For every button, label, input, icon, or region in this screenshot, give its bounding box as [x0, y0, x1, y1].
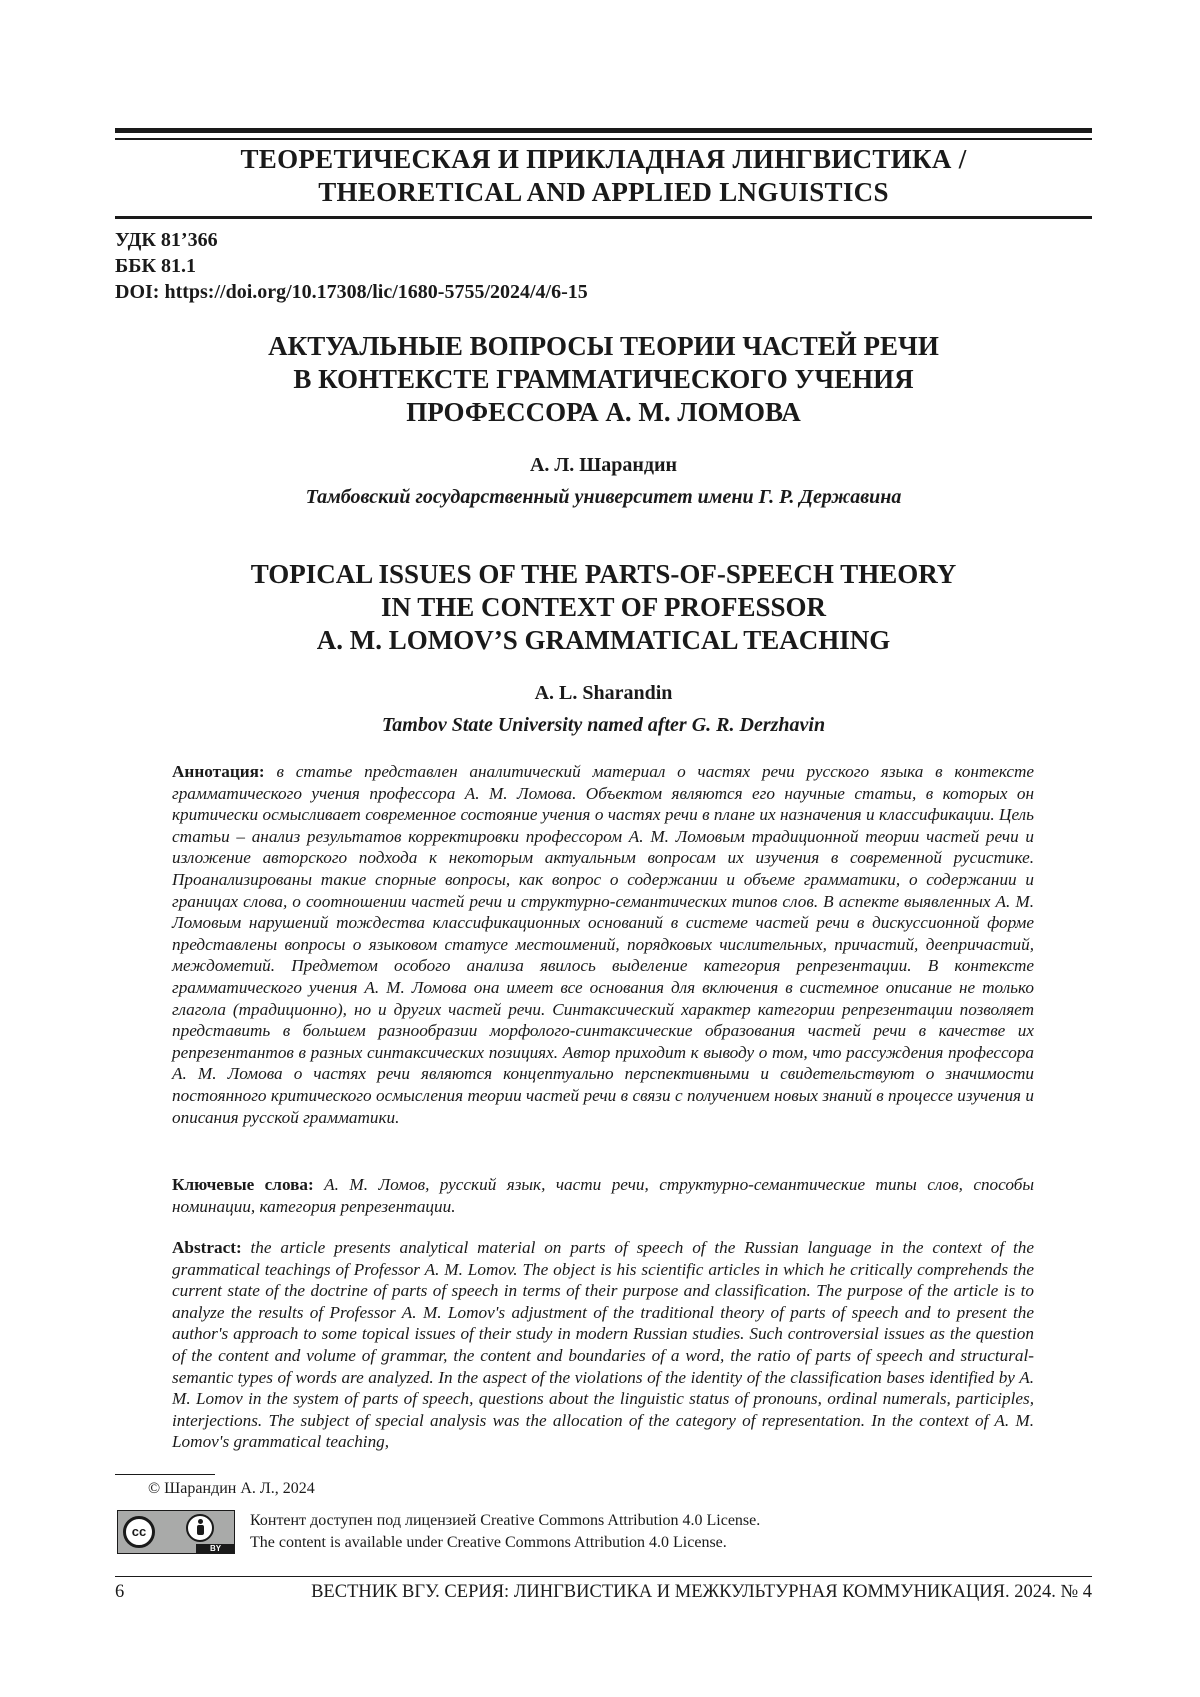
license-text-en: The content is available under Creative Commons Attribution 4.0 License.: [250, 1534, 727, 1551]
copyright-notice: © Шарандин А. Л., 2024: [148, 1480, 315, 1497]
section-header-line: ТЕОРЕТИЧЕСКАЯ И ПРИКЛАДНАЯ ЛИНГВИСТИКА /: [240, 144, 967, 174]
abstract-label-en: Abstract:: [172, 1238, 242, 1257]
doi-link[interactable]: DOI: https://doi.org/10.17308/lic/1680-5755/2024/4/6-15: [115, 281, 588, 303]
bbk-code: ББК 81.1: [115, 255, 196, 277]
header-rule-thick: [115, 128, 1092, 133]
title-line: АКТУАЛЬНЫЕ ВОПРОСЫ ТЕОРИИ ЧАСТЕЙ РЕЧИ: [268, 331, 939, 361]
badge-by-label: BY: [209, 1544, 222, 1553]
author-name-ru: А. Л. Шарандин: [529, 454, 678, 476]
license-text: [250, 1510, 760, 1554]
classification-ids: [115, 227, 588, 305]
keywords-text-ru: А. М. Ломов, русский язык, части речи, структурно-семантические типы слов, способы номинации, категория репрезентации.: [172, 1175, 1035, 1216]
attribution-person-icon: [186, 1514, 214, 1542]
cc-icon: cc: [123, 1516, 155, 1548]
footnote-rule: [115, 1474, 215, 1475]
license-text-ru: Контент доступен под лицензией Creative Commons Attribution 4.0 License.: [250, 1512, 761, 1529]
abstract-label-ru: Аннотация:: [172, 762, 265, 781]
section-header-line: THEORETICAL AND APPLIED LNGUISTICS: [318, 177, 889, 207]
affiliation-ru: Тамбовский государственный университет имени Г. Р. Державина: [305, 486, 902, 508]
footer-rule: [115, 1576, 1092, 1577]
affiliation-en: Tambov State University named after G. R. Derzhavin: [381, 714, 826, 736]
journal-running-title: ВЕСТНИК ВГУ. СЕРИЯ: ЛИНГВИСТИКА И МЕЖКУЛЬТУРНАЯ КОММУНИКАЦИЯ. 2024. № 4: [311, 1582, 1092, 1602]
page-number: 6: [115, 1582, 125, 1602]
title-line: A. M. LOMOV’S GRAMMATICAL TEACHING: [316, 625, 891, 655]
article-title-en: [115, 558, 1092, 657]
header-rule-thin: [115, 138, 1092, 140]
abstract-ru: [172, 761, 1034, 1128]
section-header: [115, 143, 1092, 209]
keywords-ru: [172, 1174, 1034, 1217]
author-name-en: A. L. Sharandin: [534, 682, 673, 704]
abstract-text-en: the article presents analytical material on parts of speech of the Russian language in the context of the grammatical teachings of Professor A. M. Lomov. The object is his scientific articles in which he critically comprehends the current state of the doctrine of parts of speech in terms of their purpose and classification. The purpose of the article is to analyze the results of Professor A. M. Lomov's adjustment of the traditional theory of parts of speech and to present the author's approach to some topical issues of their study in modern Russian studies. Such controversial issues as the question of the content and volume of grammar, the content and boundaries of a word, the ratio of parts of speech and structural-semantic types of words are analyzed. In the aspect of the violations of the identity of the classification bases identified by A. M. Lomov in the system of parts of speech, questions about the linguistic status of pronouns, ordinal numerals, participles, interjections. The subject of special analysis was the allocation of the category of representation. In the context of A. M. Lomov's grammatical teaching,: [172, 1238, 1034, 1452]
cc-by-license-badge[interactable]: [117, 1510, 235, 1554]
article-title-ru: [115, 330, 1092, 429]
section-header-underline: [115, 216, 1092, 219]
title-line: IN THE CONTEXT OF PROFESSOR: [380, 592, 827, 622]
udk-code: УДК 81’366: [115, 229, 218, 251]
title-line: TOPICAL ISSUES OF THE PARTS-OF-SPEECH THEORY: [250, 559, 957, 589]
title-line: В КОНТЕКСТЕ ГРАММАТИЧЕСКОГО УЧЕНИЯ: [293, 364, 914, 394]
abstract-text-ru: в статье представлен аналитический материал о частях речи русского языка в контексте грамматического учения профессора А. М. Ломова. Объектом являются его научные статьи, в которых он критически осмысливает современное состояние учения о частях речи в плане их назначения и классификации. Цель статьи – анализ результатов корректировки профессором А. М. Ломовым традиционной теории частей речи и изложение авторского подхода к некоторым актуальным вопросам их изучения в современной русистике. Проанализированы такие спорные вопросы, как вопрос о содержании и объеме грамматики, о содержании и границах слова, о соотношении частей речи и структурно-семантических типов слов. В аспекте выявленных А. М. Ломовым нарушений тождества классификационных оснований в системе частей речи в дискуссионной форме представлены вопросы о языковом статусе местоимений, порядковых числительных, причастий, деепричастий, междометий. Предметом особого анализа явилось выделение категория репрезентации. В контексте грамматического учения А. М. Ломова она имеет все основания для включения в системное описание не только глагола (традиционно), но и других частей речи. Синтаксический характер категории репрезентации позволяет представить в большем разнообразии морфолого-синтаксические образования частей речи в качестве их репрезентантов в разных синтаксических позициях. Автор приходит к выводу о том, что рассуждения профессора А. М. Ломова о частях речи являются концептуально перспективными и свидетельствуют о значимости постоянного критического осмысления теории частей речи в связи с получением новых знаний в процессе изучения и описания русской грамматики.: [172, 762, 1034, 1127]
abstract-en: [172, 1237, 1034, 1453]
keywords-label-ru: Ключевые слова:: [172, 1175, 314, 1194]
title-line: ПРОФЕССОРА А. М. ЛОМОВА: [406, 397, 801, 427]
